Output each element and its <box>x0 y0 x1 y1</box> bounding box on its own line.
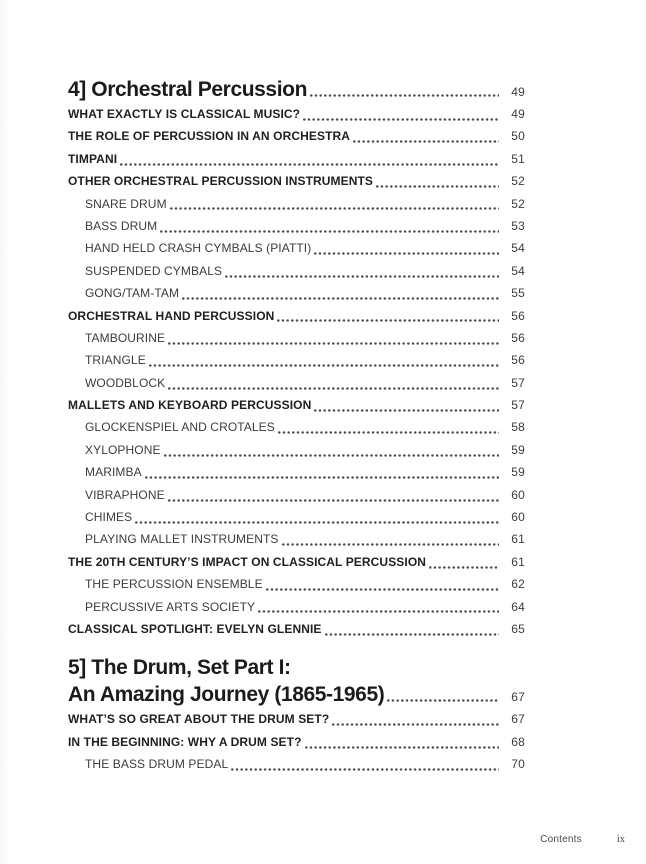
entry-page-number: 62 <box>511 577 525 592</box>
entry-page-number: 56 <box>511 353 525 368</box>
toc-entry <box>68 148 525 170</box>
table-of-contents <box>68 76 525 776</box>
dot-leader <box>278 431 499 434</box>
entry-label: IN THE BEGINNING: WHY A DRUM SET? <box>68 734 302 749</box>
toc-entry <box>68 282 525 304</box>
dot-leader <box>145 476 499 479</box>
toc-entry <box>68 439 525 461</box>
dot-leader <box>135 521 499 524</box>
entry-page-number: 70 <box>511 757 525 772</box>
toc-entry <box>68 170 525 192</box>
entry-label: THE BASS DRUM PEDAL <box>85 757 229 772</box>
dot-leader <box>266 588 499 591</box>
entry-page-number: 56 <box>511 308 525 323</box>
toc-entry <box>68 618 525 640</box>
dot-leader <box>303 118 499 121</box>
dot-leader <box>314 409 499 412</box>
entry-page-number: 58 <box>511 420 525 435</box>
toc-entry <box>68 349 525 371</box>
entry-label: SUSPENDED CYMBALS <box>85 263 223 278</box>
toc-entry <box>68 394 525 416</box>
entry-label: OTHER ORCHESTRAL PERCUSSION INSTRUMENTS <box>68 174 374 189</box>
entry-page-number: 59 <box>511 465 525 480</box>
dot-leader <box>376 185 499 188</box>
footer-contents-label: Contents <box>540 834 582 845</box>
entry-label: SNARE DRUM <box>85 196 167 211</box>
entry-label: THE ROLE OF PERCUSSION IN AN ORCHESTRA <box>68 129 351 144</box>
entry-label: HAND HELD CRASH CYMBALS (PIATTI) <box>85 241 312 256</box>
dot-leader <box>168 499 499 502</box>
dot-leader <box>277 319 499 322</box>
entry-label: CHIMES <box>85 510 133 525</box>
toc-entry <box>68 551 525 573</box>
toc-entry <box>68 416 525 438</box>
dot-leader <box>182 297 499 300</box>
entry-page-number: 56 <box>511 330 525 345</box>
dot-leader <box>353 140 499 143</box>
dot-leader <box>168 342 499 345</box>
toc-entry <box>68 461 525 483</box>
dot-leader <box>314 252 499 255</box>
dot-leader <box>168 387 499 390</box>
dot-leader <box>120 163 499 166</box>
toc-entry <box>68 506 525 528</box>
entry-page-number: 49 <box>511 107 525 121</box>
dot-leader <box>225 275 499 278</box>
entry-page-number: 57 <box>511 375 525 390</box>
chapter-page-number: 67 <box>511 690 525 705</box>
entry-page-number: 52 <box>511 174 525 189</box>
entry-label: THE 20TH CENTURY’S IMPACT ON CLASSICAL PERCUSSION <box>68 554 427 569</box>
chapter-page-number: 49 <box>511 85 525 99</box>
toc-entry <box>68 573 525 595</box>
entry-label: XYLOPHONE <box>85 442 161 457</box>
dot-leader <box>332 723 499 726</box>
entry-page-number: 61 <box>511 532 525 547</box>
chapter-heading-row <box>68 681 525 708</box>
toc-entry <box>68 753 525 775</box>
dot-leader <box>387 699 499 702</box>
entry-page-number: 68 <box>511 734 525 749</box>
chapter-heading-label: An Amazing Journey (1865-1965) <box>68 683 385 707</box>
entry-page-number: 59 <box>511 442 525 457</box>
footer-page-number: ix <box>616 834 625 845</box>
dot-leader <box>325 633 499 636</box>
entry-page-number: 64 <box>511 599 525 614</box>
toc-entry <box>68 327 525 349</box>
entry-page-number: 54 <box>511 263 525 278</box>
dot-leader <box>170 207 499 210</box>
entry-label: THE PERCUSSION ENSEMBLE <box>85 577 263 592</box>
dot-leader <box>282 543 499 546</box>
toc-entry <box>68 528 525 550</box>
toc-entry <box>68 215 525 237</box>
page-footer <box>540 834 625 845</box>
entry-page-number: 61 <box>511 554 525 569</box>
entry-page-number: 53 <box>511 218 525 233</box>
entry-label: TAMBOURINE <box>85 330 166 345</box>
entry-page-number: 55 <box>511 286 525 301</box>
entry-label: WHAT EXACTLY IS CLASSICAL MUSIC? <box>68 107 301 121</box>
entry-page-number: 51 <box>511 151 525 166</box>
toc-section <box>68 654 525 775</box>
dot-leader <box>149 364 499 367</box>
dot-leader <box>305 746 499 749</box>
toc-entry <box>68 731 525 753</box>
entry-label: WHAT’S SO GREAT ABOUT THE DRUM SET? <box>68 712 330 727</box>
entry-page-number: 60 <box>511 487 525 502</box>
entry-label: PERCUSSIVE ARTS SOCIETY <box>85 599 256 614</box>
dot-leader <box>310 94 499 97</box>
entry-label: ORCHESTRAL HAND PERCUSSION <box>68 308 275 323</box>
chapter-heading-line: 5] The Drum, Set Part I: <box>68 656 291 680</box>
dot-leader <box>258 610 499 613</box>
toc-entry <box>68 484 525 506</box>
toc-entry <box>68 708 525 730</box>
toc-entry <box>68 305 525 327</box>
dot-leader <box>231 768 499 771</box>
entry-page-number: 60 <box>511 510 525 525</box>
dot-leader <box>429 566 499 569</box>
entry-label: VIBRAPHONE <box>85 487 165 502</box>
entry-label: GONG/TAM-TAM <box>85 286 180 301</box>
entry-label: WOODBLOCK <box>85 375 166 390</box>
entry-page-number: 65 <box>511 621 525 636</box>
entry-page-number: 57 <box>511 398 525 413</box>
entry-label: MARIMBA <box>85 465 142 480</box>
entry-label: TRIANGLE <box>85 353 146 368</box>
toc-entry <box>68 372 525 394</box>
toc-entry <box>68 237 525 259</box>
toc-section <box>68 76 525 640</box>
toc-entry <box>68 103 525 125</box>
chapter-heading-label: 4] Orchestral Percussion <box>68 78 308 101</box>
dot-leader <box>160 230 499 233</box>
entry-page-number: 54 <box>511 241 525 256</box>
entry-label: BASS DRUM <box>85 218 158 233</box>
entry-label: PLAYING MALLET INSTRUMENTS <box>85 532 279 547</box>
entry-page-number: 52 <box>511 196 525 211</box>
entry-label: CLASSICAL SPOTLIGHT: EVELYN GLENNIE <box>68 621 322 636</box>
chapter-heading-row <box>68 76 525 103</box>
toc-entry <box>68 193 525 215</box>
dot-leader <box>164 454 499 457</box>
toc-entry <box>68 596 525 618</box>
toc-entry <box>68 260 525 282</box>
entry-label: GLOCKENSPIEL AND CROTALES <box>85 420 275 435</box>
toc-entry <box>68 125 525 147</box>
entry-page-number: 50 <box>511 129 525 144</box>
entry-page-number: 67 <box>511 712 525 727</box>
entry-label: MALLETS AND KEYBOARD PERCUSSION <box>68 398 312 413</box>
entry-label: TIMPANI <box>68 151 118 166</box>
